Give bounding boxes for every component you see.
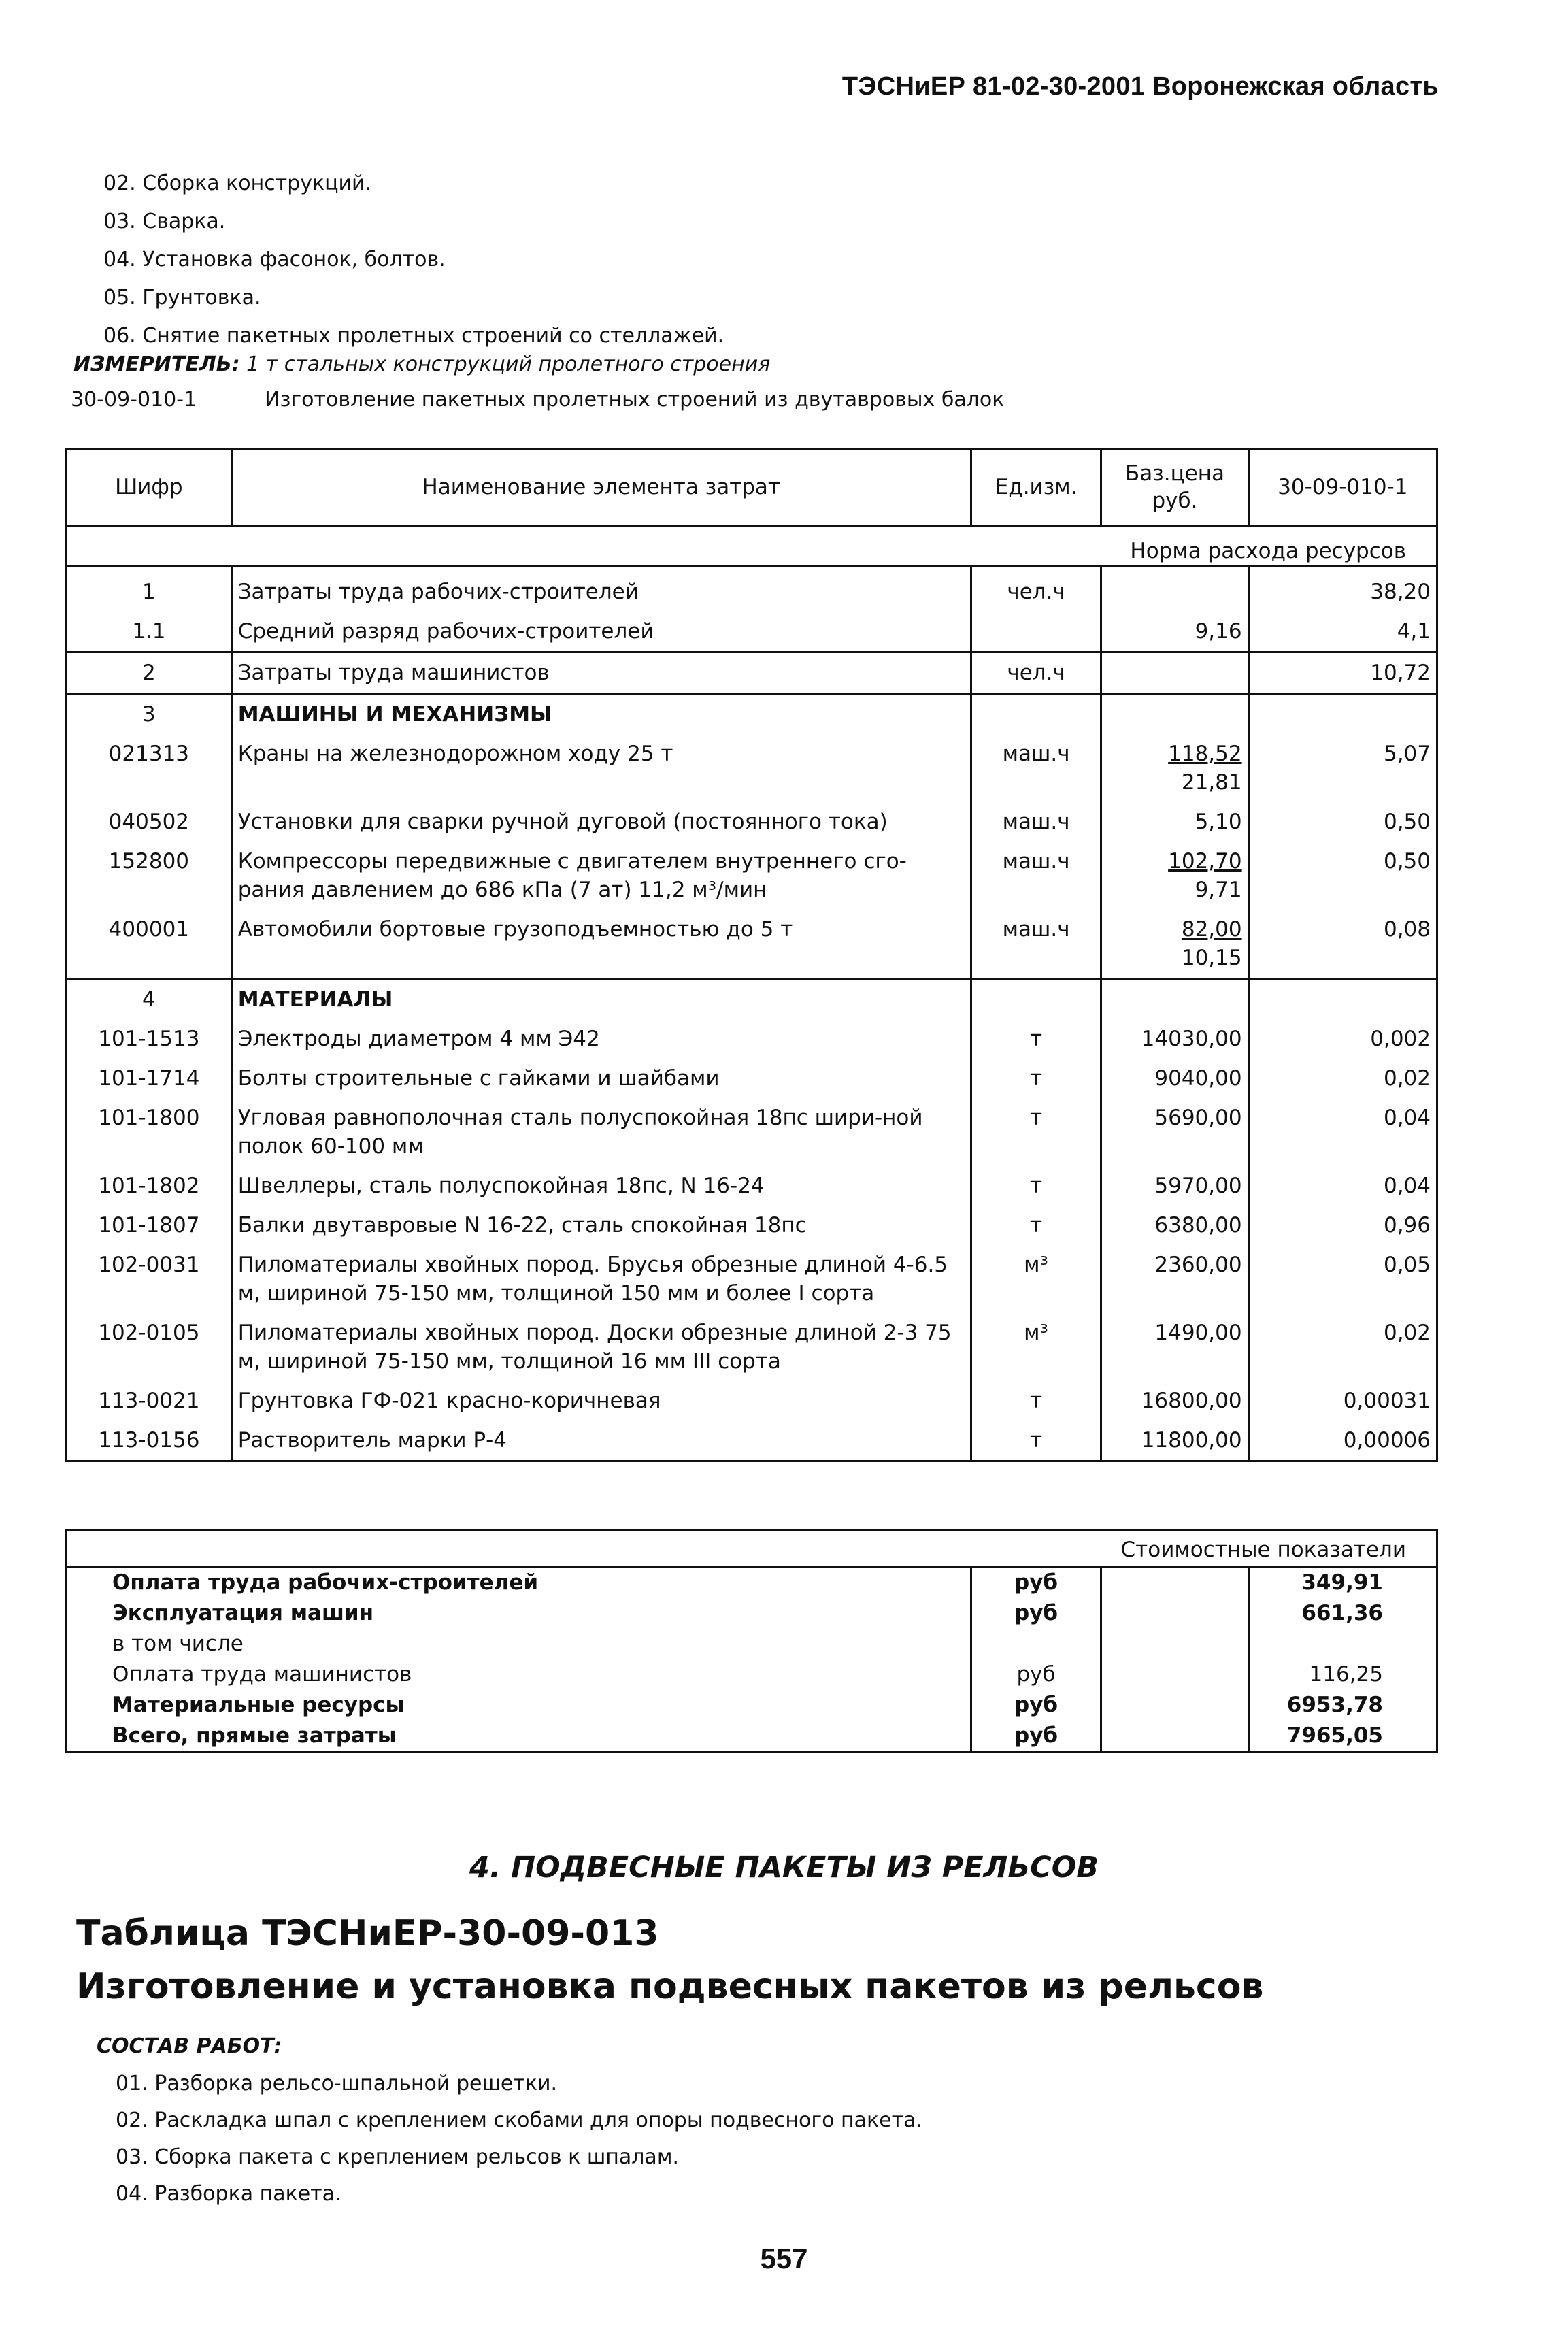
row-unit: т	[971, 1421, 1101, 1461]
row-price	[1101, 1245, 1248, 1313]
row-value: 0,08	[1248, 910, 1437, 979]
table-title: Таблица ТЭСНиЕР-30-09-013	[76, 1913, 659, 1954]
row-code: 021313	[67, 734, 232, 802]
row-unit	[971, 694, 1101, 735]
header-price: Баз.цена руб.	[1101, 449, 1248, 526]
row-value: 0,02	[1248, 1313, 1437, 1381]
work-item: 06. Снятие пакетных пролетных строений со стеллажей.	[103, 324, 724, 348]
work-list	[103, 165, 724, 355]
table-row	[67, 1421, 1437, 1461]
row-price	[1101, 612, 1248, 652]
row-name: Затраты труда машинистов	[231, 652, 971, 694]
row-unit: м³	[971, 1245, 1101, 1313]
row-price-value: 82,00	[1181, 917, 1242, 942]
row-value: 0,00006	[1248, 1421, 1437, 1461]
row-unit: чел.ч	[971, 572, 1101, 612]
row-value	[1248, 979, 1437, 1020]
row-name: Средний разряд рабочих-строителей	[231, 612, 971, 652]
row-unit: маш.ч	[971, 910, 1101, 979]
spacer-cell	[971, 566, 1101, 573]
page-header: ТЭСНиЕР 81-02-30-2001 Воронежская область	[841, 72, 1439, 101]
table-subtitle: Изготовление и установка подвесных пакетов из рельсов	[76, 1966, 1264, 2007]
cost-name: Эксплуатация машин	[67, 1598, 971, 1629]
page-number: 557	[760, 2242, 808, 2274]
row-price-value: 1490,00	[1154, 1321, 1242, 1345]
row-value: 10,72	[1248, 652, 1437, 694]
header-code: Шифр	[67, 449, 232, 526]
table-row	[67, 612, 1437, 652]
row-unit	[971, 612, 1101, 652]
row-code: 101-1513	[67, 1019, 232, 1059]
row-price-machinist: 9,71	[1195, 878, 1242, 902]
row-name: Краны на железнодорожном ходу 25 т	[231, 734, 971, 802]
work-list-2	[116, 2066, 922, 2213]
cost-row	[67, 1659, 1437, 1690]
row-value: 4,1	[1248, 612, 1437, 652]
norm-table	[65, 448, 1438, 1462]
row-price	[1101, 1206, 1248, 1245]
cost-row	[67, 1690, 1437, 1721]
row-name: Компрессоры передвижные с двигателем внутреннего сго-рания давлением до 686 кПа (7 ат) 11,2 м³/мин	[231, 842, 971, 910]
cost-name: Всего, прямые затраты	[67, 1721, 971, 1753]
row-value: 0,04	[1248, 1166, 1437, 1206]
table-row	[67, 572, 1437, 612]
row-price-value: 5,10	[1195, 810, 1242, 834]
table-row	[67, 910, 1437, 979]
table-row	[67, 1313, 1437, 1381]
row-value: 0,04	[1248, 1098, 1437, 1166]
row-price	[1101, 1381, 1248, 1421]
norm-section-header	[67, 526, 1437, 566]
table-row	[67, 979, 1437, 1020]
cost-unit: руб	[971, 1690, 1101, 1721]
cost-header-row	[67, 1531, 1437, 1567]
row-name: Болты строительные с гайками и шайбами	[231, 1059, 971, 1098]
sostav-label: СОСТАВ РАБОТ:	[97, 2034, 282, 2058]
row-price-value: 9040,00	[1154, 1066, 1242, 1091]
row-code: 102-0031	[67, 1245, 232, 1313]
row-code: 113-0156	[67, 1421, 232, 1461]
row-value: 0,50	[1248, 842, 1437, 910]
row-unit: т	[971, 1019, 1101, 1059]
cost-value: 7965,05	[1248, 1721, 1437, 1753]
row-code: 3	[67, 694, 232, 735]
row-price-value: 102,70	[1168, 849, 1242, 874]
norm-header: Норма расхода ресурсов	[67, 526, 1437, 566]
cost-name: Оплата труда рабочих-строителей	[67, 1567, 971, 1599]
row-name: МАТЕРИАЛЫ	[231, 979, 971, 1020]
row-unit: т	[971, 1206, 1101, 1245]
row-value: 0,002	[1248, 1019, 1437, 1059]
row-code: 400001	[67, 910, 232, 979]
row-unit: т	[971, 1059, 1101, 1098]
table-row	[67, 1166, 1437, 1206]
row-price-machinist: 10,15	[1181, 946, 1242, 970]
row-code: 1.1	[67, 612, 232, 652]
table-row	[67, 1098, 1437, 1166]
row-code: 1	[67, 572, 232, 612]
row-name: Балки двутавровые N 16-22, сталь спокойная 18пс	[231, 1206, 971, 1245]
table-row	[67, 1059, 1437, 1098]
row-value: 38,20	[1248, 572, 1437, 612]
header-value: 30-09-010-1	[1248, 449, 1437, 526]
cost-price	[1101, 1659, 1248, 1690]
cost-row	[67, 1721, 1437, 1753]
row-value	[1248, 694, 1437, 735]
cost-row	[67, 1567, 1437, 1599]
row-price-value: 16800,00	[1141, 1389, 1242, 1413]
row-price	[1101, 734, 1248, 802]
table-row	[67, 842, 1437, 910]
cost-price	[1101, 1690, 1248, 1721]
row-price-value: 2360,00	[1154, 1253, 1242, 1277]
work-item: 03. Сварка.	[103, 210, 226, 233]
row-unit: т	[971, 1166, 1101, 1206]
row-value: 0,05	[1248, 1245, 1437, 1313]
row-price	[1101, 910, 1248, 979]
row-name: Угловая равнополочная сталь полуспокойная 18пс шири-ной полок 60-100 мм	[231, 1098, 971, 1166]
cost-value	[1248, 1629, 1437, 1659]
row-unit: маш.ч	[971, 842, 1101, 910]
spacer-cell	[231, 566, 971, 573]
row-code: 040502	[67, 802, 232, 842]
table-code: 30-09-010-1	[71, 388, 197, 412]
row-code: 102-0105	[67, 1313, 232, 1381]
row-price	[1101, 1421, 1248, 1461]
work-item: 04. Разборка пакета.	[116, 2182, 341, 2206]
cost-price	[1101, 1567, 1248, 1599]
row-price	[1101, 1313, 1248, 1381]
row-price	[1101, 979, 1248, 1020]
row-price	[1101, 694, 1248, 735]
row-code: 101-1800	[67, 1098, 232, 1166]
row-name: Растворитель марки Р-4	[231, 1421, 971, 1461]
row-name: Пиломатериалы хвойных пород. Доски обрезные длиной 2-3 75 м, шириной 75-150 мм, толщиной 16 мм III сорта	[231, 1313, 971, 1381]
section-title: 4. ПОДВЕСНЫЕ ПАКЕТЫ ИЗ РЕЛЬСОВ	[469, 1851, 1099, 1885]
cost-value: 349,91	[1248, 1567, 1437, 1599]
row-value: 5,07	[1248, 734, 1437, 802]
row-unit	[971, 979, 1101, 1020]
measure-text: 1 т стальных конструкций пролетного строения	[246, 352, 771, 376]
work-item: 04. Установка фасонок, болтов.	[103, 248, 446, 271]
cost-name: Материальные ресурсы	[67, 1690, 971, 1721]
cost-unit: руб	[971, 1659, 1101, 1690]
cost-value: 116,25	[1248, 1659, 1437, 1690]
work-item: 02. Раскладка шпал с креплением скобами для опоры подвесного пакета.	[116, 2108, 923, 2132]
row-price	[1101, 572, 1248, 612]
table-row	[67, 1019, 1437, 1059]
row-code: 101-1802	[67, 1166, 232, 1206]
row-code: 101-1714	[67, 1059, 232, 1098]
work-item: 05. Грунтовка.	[103, 286, 261, 310]
row-unit: т	[971, 1381, 1101, 1421]
row-name: Автомобили бортовые грузоподъемностью до 5 т	[231, 910, 971, 979]
row-unit: маш.ч	[971, 802, 1101, 842]
row-unit: т	[971, 1098, 1101, 1166]
row-price-value: 118,52	[1168, 742, 1242, 766]
row-name: Затраты труда рабочих-строителей	[231, 572, 971, 612]
row-unit: м³	[971, 1313, 1101, 1381]
work-item: 02. Сборка конструкций.	[103, 171, 372, 195]
table-row	[67, 1206, 1437, 1245]
row-value: 0,50	[1248, 802, 1437, 842]
cost-row	[67, 1598, 1437, 1629]
work-item: 03. Сборка пакета с креплением рельсов к шпалам.	[116, 2145, 679, 2169]
row-price	[1101, 652, 1248, 694]
row-price-value: 5690,00	[1154, 1106, 1242, 1130]
row-price	[1101, 1098, 1248, 1166]
cost-row	[67, 1629, 1437, 1659]
row-code: 152800	[67, 842, 232, 910]
row-code: 4	[67, 979, 232, 1020]
cost-price	[1101, 1629, 1248, 1659]
row-price	[1101, 1166, 1248, 1206]
cost-unit: руб	[971, 1567, 1101, 1599]
row-name: Установки для сварки ручной дуговой (постоянного тока)	[231, 802, 971, 842]
cost-price	[1101, 1598, 1248, 1629]
spacer-cell	[67, 566, 232, 573]
row-price-machinist: 21,81	[1181, 770, 1242, 795]
row-unit: чел.ч	[971, 652, 1101, 694]
row-price-value: 11800,00	[1141, 1428, 1242, 1453]
cost-header: Стоимостные показатели	[67, 1531, 1437, 1567]
cost-table	[65, 1529, 1438, 1753]
row-code: 2	[67, 652, 232, 694]
row-name: Грунтовка ГФ-021 красно-коричневая	[231, 1381, 971, 1421]
cost-price	[1101, 1721, 1248, 1753]
row-unit: маш.ч	[971, 734, 1101, 802]
row-price-value: 5970,00	[1154, 1174, 1242, 1198]
table-header-row	[67, 449, 1437, 526]
row-name: МАШИНЫ И МЕХАНИЗМЫ	[231, 694, 971, 735]
cost-unit: руб	[971, 1721, 1101, 1753]
table-row	[67, 802, 1437, 842]
row-price	[1101, 842, 1248, 910]
table-row	[67, 734, 1437, 802]
measure-label: ИЗМЕРИТЕЛЬ:	[73, 352, 240, 376]
table-code-line	[71, 388, 1004, 412]
table-row	[67, 694, 1437, 735]
row-price	[1101, 1019, 1248, 1059]
row-price	[1101, 802, 1248, 842]
spacer-cell	[1101, 566, 1248, 573]
row-code: 101-1807	[67, 1206, 232, 1245]
cost-value: 661,36	[1248, 1598, 1437, 1629]
cost-unit: руб	[971, 1598, 1101, 1629]
cost-name: в том числе	[67, 1629, 971, 1659]
table-name: Изготовление пакетных пролетных строений из двутавровых балок	[265, 388, 1005, 412]
cost-unit	[971, 1629, 1101, 1659]
row-value: 0,96	[1248, 1206, 1437, 1245]
row-price-value: 9,16	[1195, 619, 1242, 644]
cost-name: Оплата труда машинистов	[67, 1659, 971, 1690]
table-row	[67, 1245, 1437, 1313]
row-price	[1101, 1059, 1248, 1098]
table-row	[67, 652, 1437, 694]
work-item: 01. Разборка рельсо-шпальной решетки.	[116, 2072, 557, 2096]
row-value: 0,00031	[1248, 1381, 1437, 1421]
measure-line	[73, 352, 770, 376]
header-name: Наименование элемента затрат	[231, 449, 971, 526]
spacer-row	[67, 566, 1437, 573]
row-code: 113-0021	[67, 1381, 232, 1421]
row-price-value: 14030,00	[1141, 1027, 1242, 1051]
row-name: Электроды диаметром 4 мм Э42	[231, 1019, 971, 1059]
row-name: Пиломатериалы хвойных пород. Брусья обрезные длиной 4-6.5 м, шириной 75-150 мм, толщиной 150 мм и более I сорта	[231, 1245, 971, 1313]
table-row	[67, 1381, 1437, 1421]
row-name: Швеллеры, сталь полуспокойная 18пс, N 16-24	[231, 1166, 971, 1206]
spacer-cell	[1248, 566, 1437, 573]
header-unit: Ед.изм.	[971, 449, 1101, 526]
cost-value: 6953,78	[1248, 1690, 1437, 1721]
row-price-value: 6380,00	[1154, 1213, 1242, 1238]
row-value: 0,02	[1248, 1059, 1437, 1098]
